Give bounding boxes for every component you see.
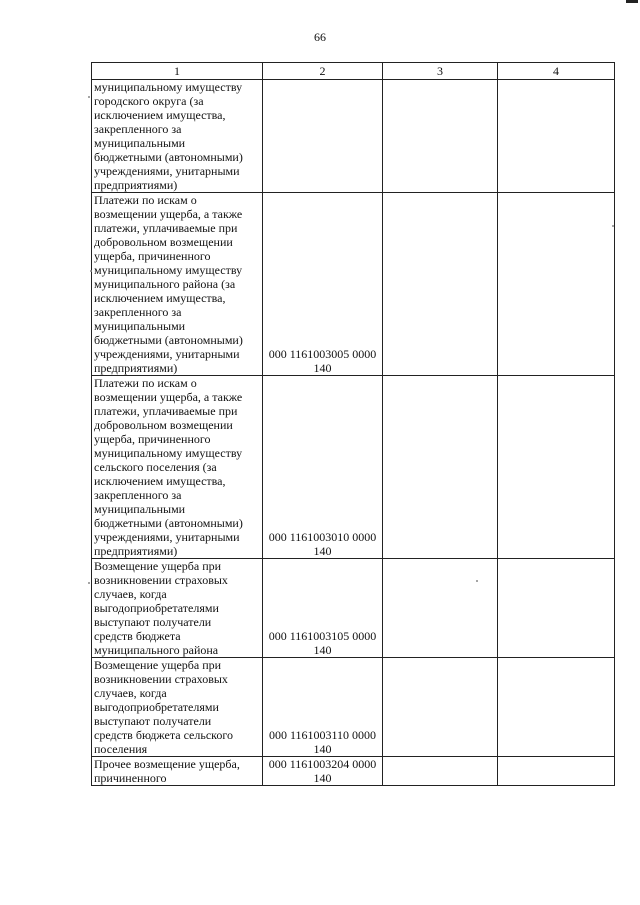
table-row xyxy=(92,376,615,559)
scan-speck xyxy=(88,582,90,584)
table-row xyxy=(92,559,615,658)
row-col4-cell xyxy=(498,559,615,658)
row-code-cell: 000 1161003204 0000 140 xyxy=(263,757,383,786)
scan-corner-mark xyxy=(626,0,638,3)
row-code-cell xyxy=(263,80,383,193)
table-header-row xyxy=(92,63,615,80)
table-row xyxy=(92,80,615,193)
row-col4-cell xyxy=(498,80,615,193)
table-row xyxy=(92,658,615,757)
row-name-cell: Возмещение ущерба при возникновении страховых случаев, когда выгодоприобретателями выступают получатели средств бюджета сельского поселения xyxy=(92,658,263,757)
scan-speck xyxy=(90,270,92,272)
row-col3-cell xyxy=(383,376,498,559)
table-row xyxy=(92,193,615,376)
page-number: 66 xyxy=(314,30,326,44)
row-col4-cell xyxy=(498,757,615,786)
row-name-cell: Прочее возмещение ущерба, причиненного xyxy=(92,757,263,786)
row-code-cell: 000 1161003110 0000 140 xyxy=(263,658,383,757)
row-col3-cell xyxy=(383,80,498,193)
row-col3-cell xyxy=(383,757,498,786)
row-col3-cell xyxy=(383,658,498,757)
table-row xyxy=(92,757,615,786)
scan-speck xyxy=(476,580,478,582)
scan-speck xyxy=(88,96,90,98)
row-code-cell: 000 1161003010 0000 140 xyxy=(263,376,383,559)
row-name-cell: Возмещение ущерба при возникновении страховых случаев, когда выгодоприобретателями выступают получатели средств бюджета муниципального района xyxy=(92,559,263,658)
row-name-cell: Платежи по искам о возмещении ущерба, а также платежи, уплачиваемые при добровольном возмещении ущерба, причиненного муниципальному имуществу муниципального района (за исключением имущества, закрепленного за муниципальными бюджетными (автономными) учреждениями, унитарными предприятиями) xyxy=(92,193,263,376)
row-col4-cell xyxy=(498,658,615,757)
row-col3-cell xyxy=(383,559,498,658)
row-col4-cell xyxy=(498,193,615,376)
header-col-2: 2 xyxy=(263,63,383,80)
row-code-cell: 000 1161003105 0000 140 xyxy=(263,559,383,658)
header-col-1: 1 xyxy=(92,63,263,80)
row-col4-cell xyxy=(498,376,615,559)
budget-code-table xyxy=(91,62,615,786)
header-col-4: 4 xyxy=(498,63,615,80)
scan-speck xyxy=(612,225,614,227)
row-name-cell: муниципальному имуществу городского округа (за исключением имущества, закрепленного за муниципальными бюджетными (автономными) учреждениями, унитарными предприятиями) xyxy=(92,80,263,193)
row-name-cell: Платежи по искам о возмещении ущерба, а также платежи, уплачиваемые при добровольном возмещении ущерба, причиненного муниципальному имуществу сельского поселения (за исключением имущества, закрепленного за муниципальными бюджетными (автономными) учреждениями, унитарными предприятиями) xyxy=(92,376,263,559)
row-col3-cell xyxy=(383,193,498,376)
header-col-3: 3 xyxy=(383,63,498,80)
row-code-cell: 000 1161003005 0000 140 xyxy=(263,193,383,376)
